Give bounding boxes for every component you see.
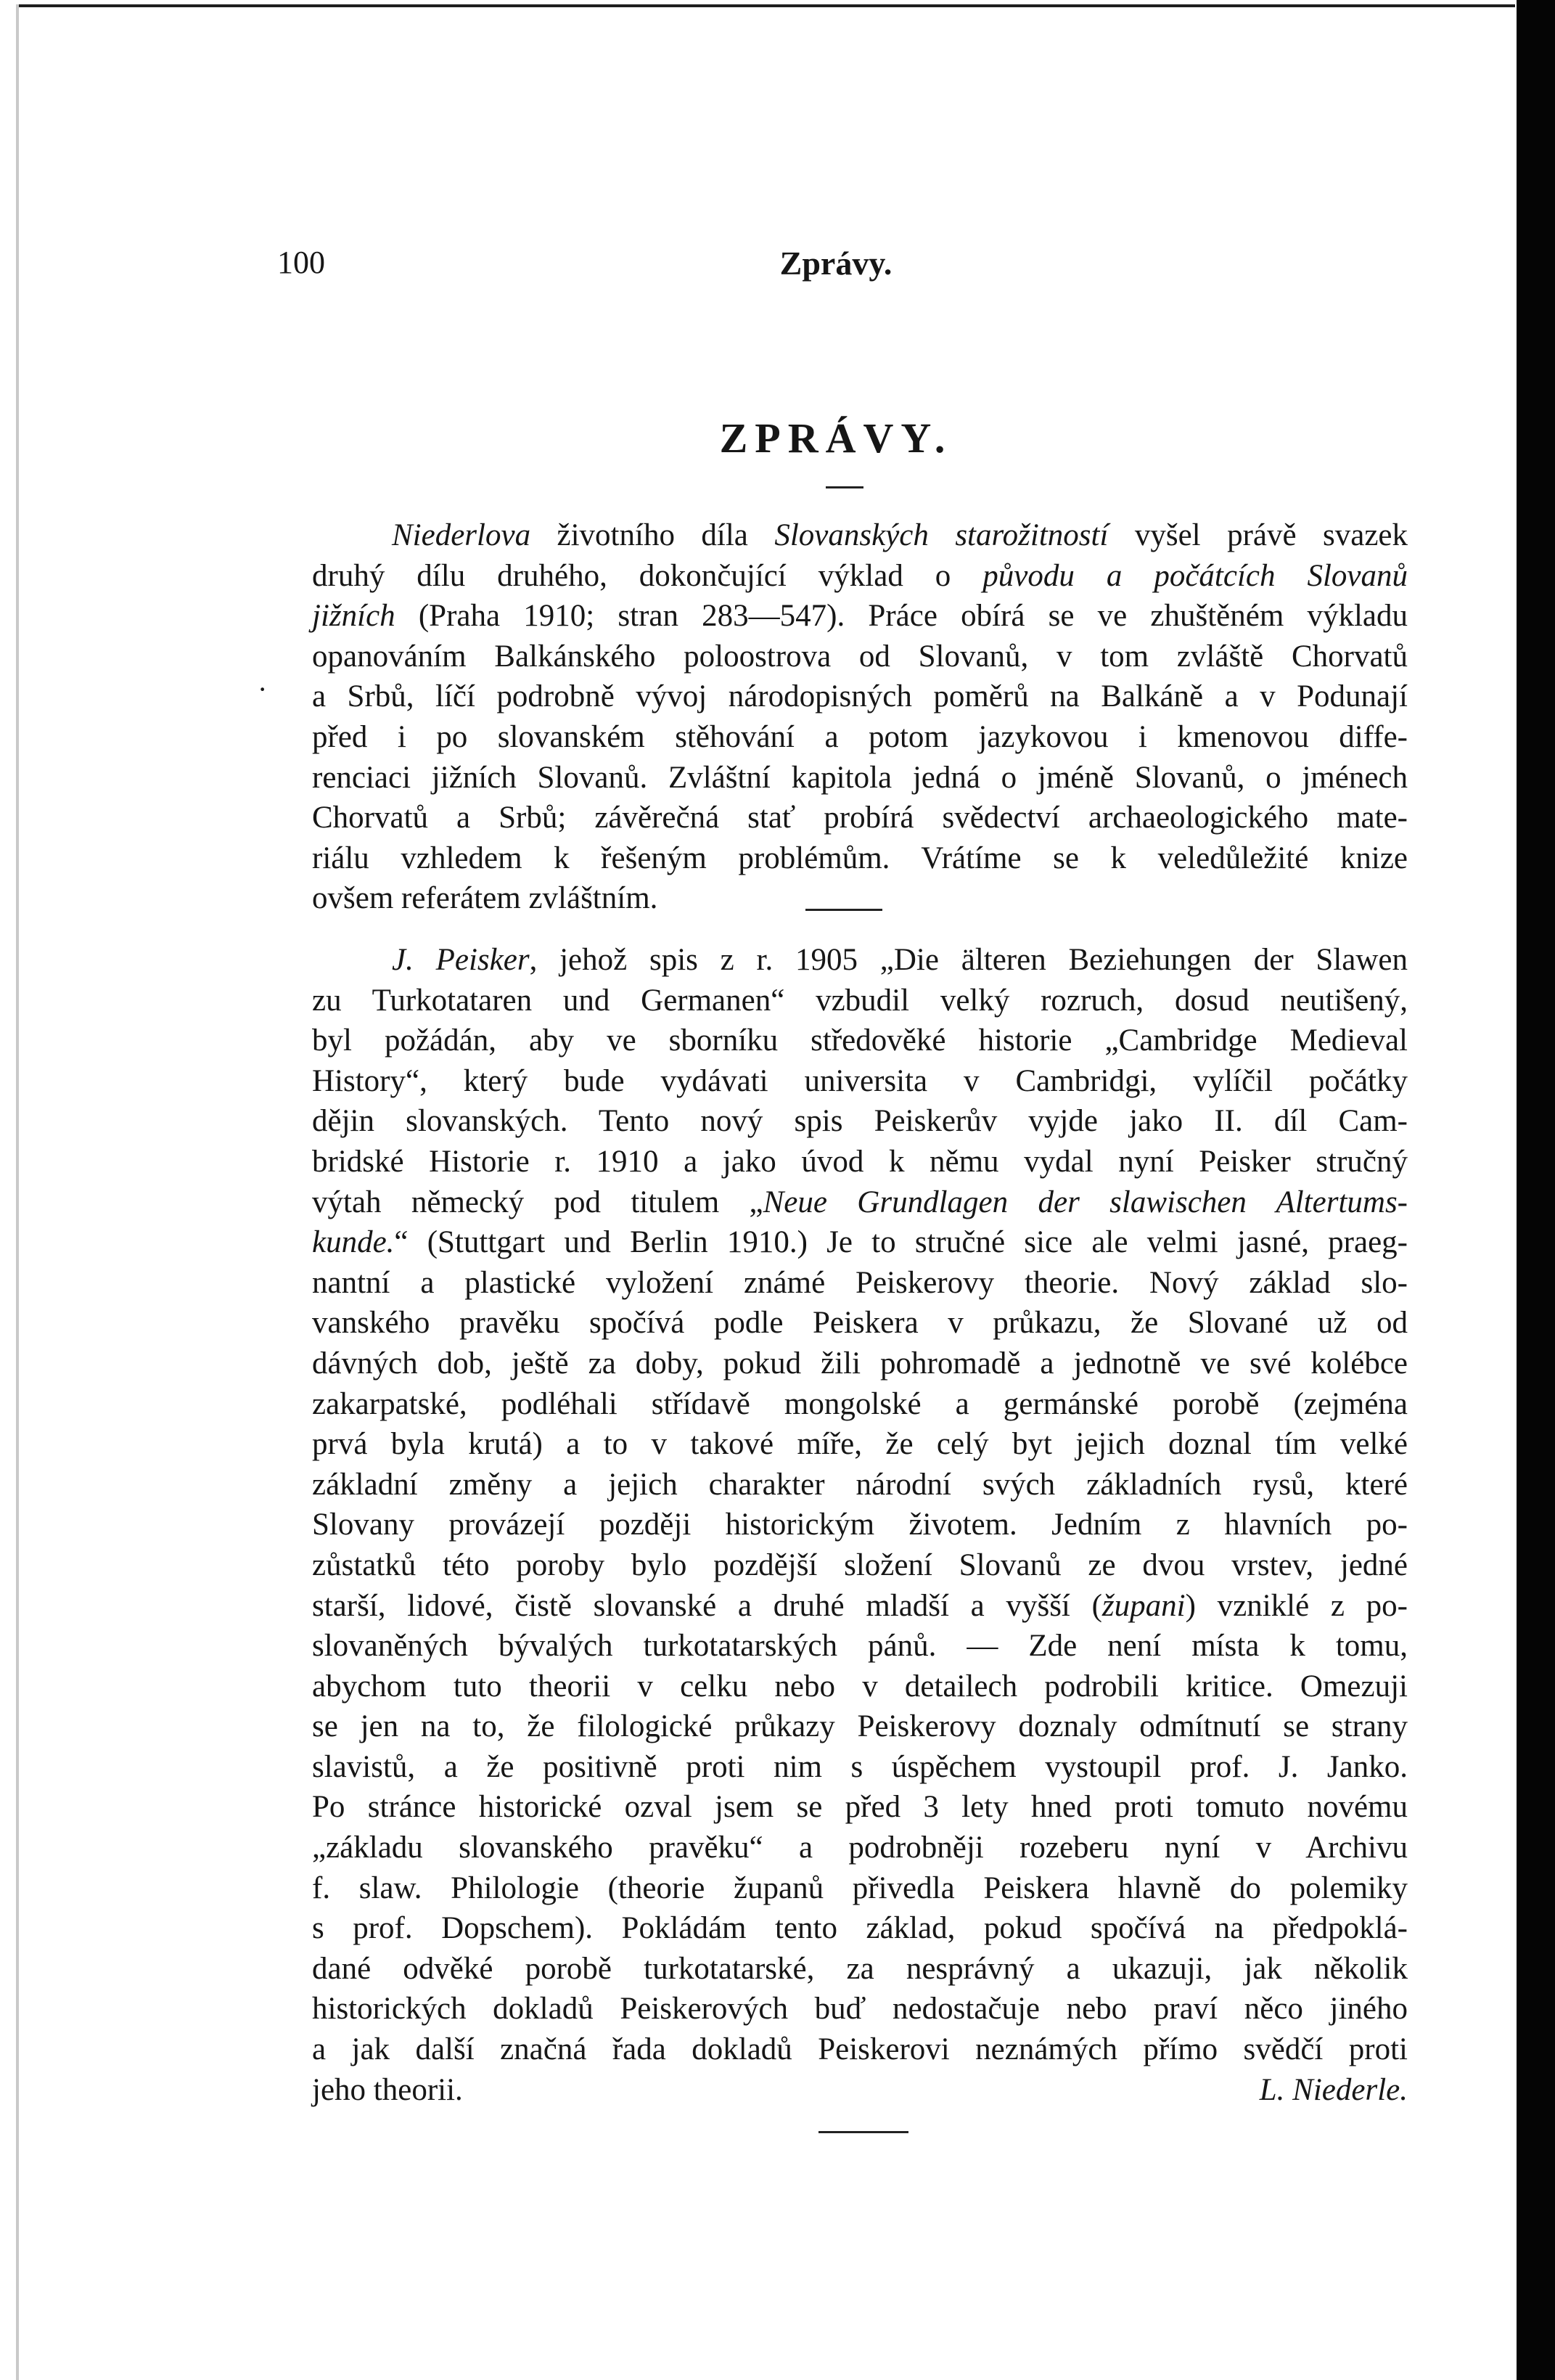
text-line: starší, lidové, čistě slovanské a druhé mladší a vyšší (župani) vzniklé z po-: [312, 1588, 1408, 1623]
text-line: prvá byla krutá) a to v takové míře, že celý byt jejich doznal tím velké: [312, 1427, 1408, 1462]
text-line: dějin slovanských. Tento nový spis Peiskerův vyjde jako II. díl Cam-: [312, 1104, 1408, 1139]
article-niederle-review: [312, 515, 1408, 919]
text-line: abychom tuto theorii v celku nebo v detailech podrobili kritice. Omezuji: [312, 1669, 1408, 1704]
scan-background: [1517, 0, 1555, 2380]
text-line: se jen na to, že filologické průkazy Peiskerovy doznaly odmítnutí se strany: [312, 1709, 1408, 1744]
text-line: f. slaw. Philologie (theorie županů přivedla Peiskera hlavně do polemiky: [312, 1870, 1408, 1905]
section-heading: ZPRÁVY.: [719, 414, 953, 462]
text-line: zůstatků této poroby bylo pozdější složení Slovanů ze dvou vrstev, jedné: [312, 1547, 1408, 1582]
page-number: 100: [277, 245, 325, 280]
text-line: a Srbů, líčí podrobně vývoj národopisných poměrů na Balkáně a v Podunají: [312, 679, 1408, 714]
text-line: Niederlova životního díla Slovanských starožitností vyšel právě svazek: [392, 518, 1408, 552]
text-line: renciaci jižních Slovanů. Zvláštní kapitola jedná o jméně Slovanů, o jménech: [312, 760, 1408, 795]
text-line: History“, který bude vydávati universita v Cambridgi, vylíčil počátky: [312, 1063, 1408, 1098]
text-line: zu Turkotataren und Germanen“ vzbudil velký rozruch, dosud neutišený,: [312, 983, 1408, 1018]
text-line: Chorvatů a Srbů; závěrečná stať probírá svědectví archaeologického mate-: [312, 801, 1408, 835]
text-line: zakarpatské, podléhali střídavě mongolské a germánské porobě (zejména: [312, 1386, 1408, 1421]
running-title: Zprávy.: [779, 245, 893, 282]
text-line: Slovany provázejí později historickým životem. Jedním z hlavních po-: [312, 1508, 1408, 1542]
text-line: výtah německý pod titulem „Neue Grundlagen der slawischen Altertums-: [312, 1185, 1408, 1219]
text-line: s prof. Dopschem). Pokládám tento základ, pokud spočívá na předpoklá-: [312, 1911, 1408, 1946]
text-line: bridské Historie r. 1910 a jako úvod k němu vydal nyní Peisker stručný: [312, 1144, 1408, 1179]
scan-left-edge: [16, 4, 19, 2380]
text-line: ovšem referátem zvláštním.: [312, 881, 658, 916]
text-line: jeho theorii. L. Niederle.: [312, 2070, 1408, 2111]
scan-top-edge: [16, 4, 1515, 7]
text-line: základní změny a jejich charakter národní svých základních rysů, které: [312, 1467, 1408, 1502]
text-line: jižních (Praha 1910; stran 283—547). Práce obírá se ve zhuštěném výkladu: [312, 599, 1408, 634]
text-line: dávných dob, ještě za doby, pokud žili pohromadě a jednotně ve své kolébce: [312, 1346, 1408, 1381]
separator-rule: [805, 909, 882, 911]
text-line: před i po slovanském stěhování a potom jazykovou i kmenovou diffe-: [312, 719, 1408, 754]
text-line: J. Peisker, jehož spis z r. 1905 „Die älteren Beziehungen der Slawen: [392, 943, 1408, 977]
text-line: vanského pravěku spočívá podle Peiskera v průkazu, že Slované už od: [312, 1306, 1408, 1341]
text-line: opanováním Balkánského poloostrova od Slovanů, v tom zvláště Chorvatů: [312, 639, 1408, 674]
text-line: kunde.“ (Stuttgart und Berlin 1910.) Je to stručné sice ale velmi jasné, praeg-: [312, 1225, 1408, 1260]
text-line: byl požádán, aby ve sborníku středověké historie „Cambridge Medieval: [312, 1023, 1408, 1058]
text-line: dané odvěké porobě turkotatarské, za nesprávný a ukazuji, jak několik: [312, 1951, 1408, 1986]
article-peisker-review: [312, 940, 1408, 2110]
text-line: „základu slovanského pravěku“ a podrobněji rozeberu nyní v Archivu: [312, 1831, 1408, 1865]
text-line: riálu vzhledem k řešeným problémům. Vrátíme se k veledůležité knize: [312, 841, 1408, 875]
text-line: historických dokladů Peiskerových buď nedostačuje nebo praví něco jiného: [312, 1992, 1408, 2027]
end-rule: [818, 2131, 908, 2133]
text-line: nantní a plastické vyložení známé Peiskerovy theorie. Nový základ slo-: [312, 1265, 1408, 1300]
text-line: a jak další značná řada dokladů Peiskerovi neznámých přímo svědčí proti: [312, 2032, 1408, 2067]
signature: L. Niederle.: [1259, 2072, 1408, 2107]
margin-mark: ·: [258, 673, 268, 706]
text-line: Po stránce historické ozval jsem se před 3 lety hned proti tomuto novému: [312, 1790, 1408, 1825]
text-line: druhý dílu druhého, dokončující výklad o původu a počátcích Slovanů: [312, 558, 1408, 593]
running-header: [277, 244, 1395, 287]
text-line: slovaněných bývalých turkotatarských pánů. — Zde není místa k tomu,: [312, 1629, 1408, 1664]
heading-rule: [826, 486, 863, 488]
text-line: slavistů, a že positivně proti nim s úspěchem vystoupil prof. J. Janko.: [312, 1749, 1408, 1784]
